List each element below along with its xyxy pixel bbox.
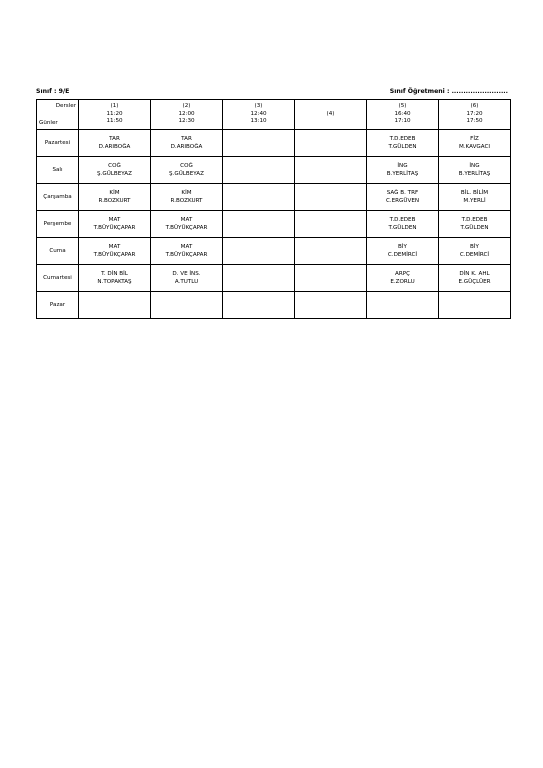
timetable-body xyxy=(37,130,511,319)
lesson-cell xyxy=(223,292,295,319)
course-name: T.D.EDEB xyxy=(389,217,416,223)
lesson-cell xyxy=(439,265,511,292)
lesson-cell xyxy=(367,130,439,157)
lesson-cell xyxy=(295,211,367,238)
course-name: COĞ xyxy=(180,163,193,169)
class-teacher-label: Sınıf Öğretmeni : ........................ xyxy=(389,88,508,95)
course-name: KİM xyxy=(109,190,120,196)
table-row xyxy=(37,292,511,319)
lesson-cell xyxy=(79,238,151,265)
slot-number: (1) xyxy=(110,103,119,110)
course-name: T.D.EDEB xyxy=(389,136,416,142)
teacher-name: M.YERLİ xyxy=(463,198,486,204)
corner-lessons-label: Dersler xyxy=(55,103,76,109)
teacher-name: A.TUTLU xyxy=(174,279,199,285)
course-name: MAT xyxy=(180,244,193,250)
lesson-cell xyxy=(79,184,151,211)
course-name: İNG xyxy=(397,163,408,169)
table-row xyxy=(37,238,511,265)
lesson-cell xyxy=(439,211,511,238)
teacher-name: R.BOZKURT xyxy=(98,198,131,204)
lesson-cell xyxy=(367,238,439,265)
slot-number: (3) xyxy=(254,103,263,110)
slot-end-time: 17:10 xyxy=(394,118,411,125)
lesson-cell xyxy=(223,130,295,157)
teacher-name: N.TOPAKTAŞ xyxy=(97,279,132,285)
lesson-cell xyxy=(367,292,439,319)
course-name: COĞ xyxy=(108,163,121,169)
day-name-cell: Pazar xyxy=(37,292,79,319)
course-name: DİN K. AHL xyxy=(459,271,490,277)
course-name: BİY xyxy=(398,244,407,250)
teacher-name: E.GÜÇLÜER xyxy=(458,279,491,285)
teacher-name: T.BÜYÜKÇAPAR xyxy=(165,252,208,258)
lesson-cell xyxy=(295,292,367,319)
day-name-cell: Cumartesi xyxy=(37,265,79,292)
slot-number: (2) xyxy=(182,103,191,110)
slot-end-time: 13:10 xyxy=(250,118,267,125)
slot-end-time: 11:50 xyxy=(106,118,123,125)
lesson-cell xyxy=(151,184,223,211)
slot-start-time: 11:20 xyxy=(106,110,123,117)
day-name-cell: Pazartesi xyxy=(37,130,79,157)
table-row xyxy=(37,211,511,238)
lesson-cell xyxy=(295,130,367,157)
teacher-name: B.YERLİTAŞ xyxy=(386,171,419,177)
course-name: İNG xyxy=(469,163,480,169)
lesson-cell xyxy=(223,184,295,211)
teacher-name: R.BOZKURT xyxy=(170,198,203,204)
teacher-name: D.ARIBOĞA xyxy=(98,144,131,150)
teacher-name: C.ERGÜVEN xyxy=(385,198,420,204)
lesson-cell xyxy=(79,265,151,292)
lesson-cell xyxy=(295,157,367,184)
lesson-cell xyxy=(151,211,223,238)
timetable xyxy=(36,99,511,319)
teacher-name: C.DEMİRCİ xyxy=(387,252,418,258)
course-name: T. DİN BİL xyxy=(101,271,128,277)
teacher-name: T.GÜLDEN xyxy=(388,144,417,150)
lesson-cell xyxy=(439,157,511,184)
teacher-name: B.YERLİTAŞ xyxy=(458,171,491,177)
slot-end-time: 17:50 xyxy=(466,118,483,125)
slot-start-time: 12:40 xyxy=(250,110,267,117)
lesson-cell xyxy=(79,292,151,319)
lesson-cell xyxy=(439,238,511,265)
lesson-cell xyxy=(367,265,439,292)
day-name-cell: Perşembe xyxy=(37,211,79,238)
course-name: KİM xyxy=(181,190,192,196)
teacher-name: T.BÜYÜKÇAPAR xyxy=(93,252,136,258)
lesson-cell xyxy=(223,265,295,292)
lesson-cell xyxy=(367,211,439,238)
document-header xyxy=(36,88,510,98)
teacher-name: Ş.GÜLBEYAZ xyxy=(169,171,204,177)
table-row xyxy=(37,265,511,292)
slot-header-4 xyxy=(295,100,367,130)
corner-cell xyxy=(37,100,79,130)
table-row xyxy=(37,130,511,157)
slot-start-time: 17:20 xyxy=(466,110,483,117)
lesson-cell xyxy=(439,292,511,319)
course-name: TAR xyxy=(181,136,192,142)
lesson-cell xyxy=(151,292,223,319)
timetable-header-row xyxy=(37,100,511,130)
slot-end-time: 12:30 xyxy=(178,118,195,125)
lesson-cell xyxy=(151,157,223,184)
course-name: MAT xyxy=(180,217,193,223)
class-label: Sınıf : 9/E xyxy=(36,88,70,95)
teacher-name: T.BÜYÜKÇAPAR xyxy=(165,225,208,231)
lesson-cell xyxy=(439,130,511,157)
teacher-name: C.DEMİRCİ xyxy=(459,252,490,258)
slot-number: (6) xyxy=(470,103,479,110)
lesson-cell xyxy=(223,157,295,184)
slot-start-time: 16:40 xyxy=(394,110,411,117)
table-row xyxy=(37,157,511,184)
corner-days-label: Günler xyxy=(39,120,58,126)
lesson-cell xyxy=(223,211,295,238)
lesson-cell xyxy=(223,238,295,265)
slot-header-1 xyxy=(79,100,151,130)
lesson-cell xyxy=(367,184,439,211)
lesson-cell xyxy=(79,211,151,238)
slot-number: (4) xyxy=(326,110,335,117)
teacher-name: T.GÜLDEN xyxy=(388,225,417,231)
course-name: MAT xyxy=(108,244,121,250)
slot-header-3 xyxy=(223,100,295,130)
slot-number: (5) xyxy=(398,103,407,110)
course-name: D. VE İNS. xyxy=(172,271,201,277)
lesson-cell xyxy=(151,265,223,292)
lesson-cell xyxy=(79,157,151,184)
lesson-cell xyxy=(151,238,223,265)
teacher-name: E.ZORLU xyxy=(390,279,415,285)
teacher-name: Ş.GÜLBEYAZ xyxy=(97,171,132,177)
day-name-cell: Çarşamba xyxy=(37,184,79,211)
course-name: MAT xyxy=(108,217,121,223)
teacher-name: T.BÜYÜKÇAPAR xyxy=(93,225,136,231)
lesson-cell xyxy=(367,157,439,184)
lesson-cell xyxy=(295,238,367,265)
course-name: BİL. BİLİM xyxy=(460,190,489,196)
teacher-name: T.GÜLDEN xyxy=(460,225,489,231)
lesson-cell xyxy=(295,184,367,211)
course-name: T.D.EDEB xyxy=(461,217,488,223)
teacher-name: M.KAVGACI xyxy=(458,144,491,150)
course-name: FİZ xyxy=(470,136,479,142)
table-row xyxy=(37,184,511,211)
teacher-name: D.ARIBOĞA xyxy=(170,144,203,150)
lesson-cell xyxy=(79,130,151,157)
slot-header-5 xyxy=(367,100,439,130)
course-name: TAR xyxy=(109,136,120,142)
lesson-cell xyxy=(439,184,511,211)
lesson-cell xyxy=(151,130,223,157)
course-name: BİY xyxy=(470,244,479,250)
slot-header-6 xyxy=(439,100,511,130)
lesson-cell xyxy=(295,265,367,292)
course-name: SAĞ B. TRF xyxy=(386,190,419,196)
slot-start-time: 12:00 xyxy=(178,110,195,117)
slot-header-2 xyxy=(151,100,223,130)
day-name-cell: Cuma xyxy=(37,238,79,265)
day-name-cell: Salı xyxy=(37,157,79,184)
course-name: ARPÇ xyxy=(395,271,410,277)
